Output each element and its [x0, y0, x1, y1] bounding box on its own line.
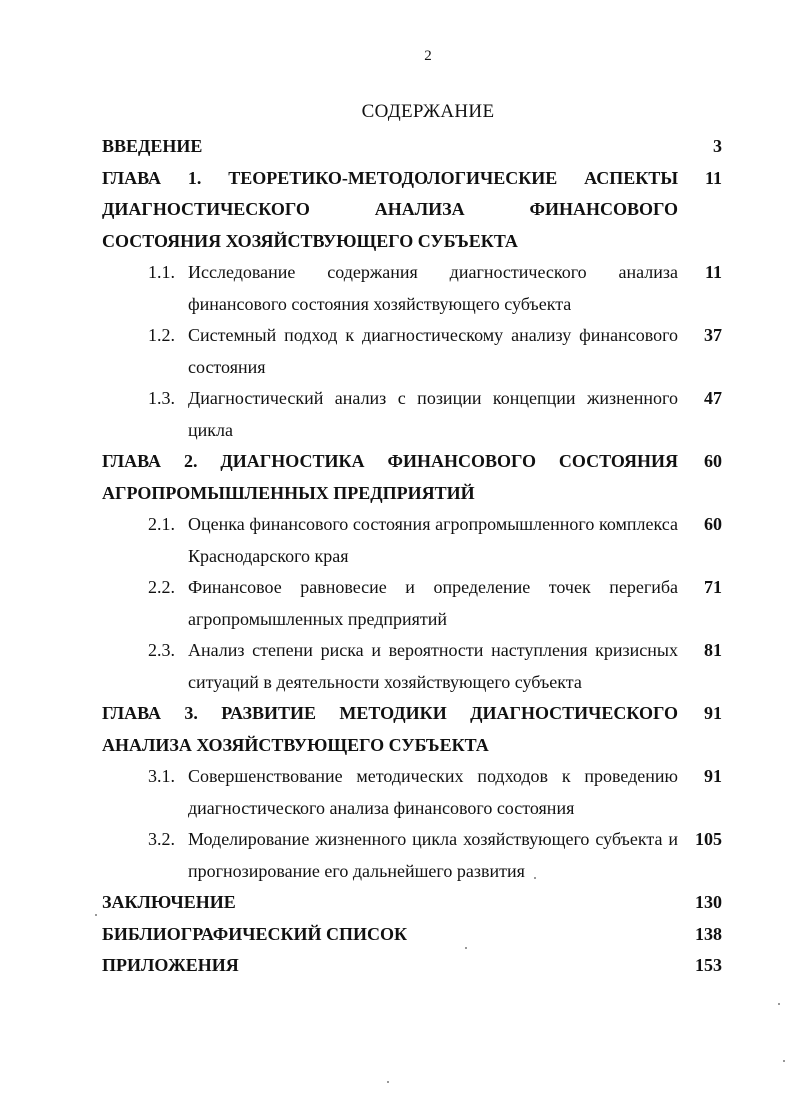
- toc-entry-text: Оценка финансового состояния агропромышленного комплекса Краснодарского края: [188, 514, 678, 566]
- toc-entry-text: Диагностический анализ с позиции концепции жизненного цикла: [188, 388, 678, 440]
- toc-entry-page: 91: [704, 703, 722, 723]
- scan-speck: [783, 1060, 785, 1062]
- toc-entry-appendices: [102, 950, 722, 982]
- toc-entry-conclusion: [102, 887, 722, 919]
- toc-entry-number: 1.2.: [148, 325, 175, 345]
- toc-entry-number: 3.1.: [148, 766, 175, 786]
- toc-entry-page: 105: [695, 829, 722, 849]
- page-number: 2: [424, 48, 432, 64]
- toc-entry-number: 1.1.: [148, 262, 175, 282]
- toc-entry-page: 130: [695, 892, 722, 912]
- scan-speck: [95, 914, 97, 916]
- toc-entry-text: БИБЛИОГРАФИЧЕСКИЙ СПИСОК: [102, 923, 408, 944]
- toc-entry-text: Финансовое равновесие и определение точек перегиба агропромышленных предприятий: [188, 577, 678, 629]
- toc-entry-text: ГЛАВА 3. РАЗВИТИЕ МЕТОДИКИ ДИАГНОСТИЧЕСКОГО АНАЛИЗА ХОЗЯЙСТВУЮЩЕГО СУБЪЕКТА: [102, 703, 678, 755]
- toc-entry-text: Исследование содержания диагностического анализа финансового состояния хозяйствующего субъекта: [188, 262, 678, 314]
- toc-entry-number: 2.2.: [148, 577, 175, 597]
- scan-speck: [778, 1003, 780, 1005]
- toc-entry-number: 3.2.: [148, 829, 175, 849]
- toc-entry-number: 2.1.: [148, 514, 175, 534]
- toc-entry-page: 138: [695, 923, 722, 944]
- toc-entry-page: 91: [704, 766, 722, 786]
- scan-speck: [534, 877, 536, 879]
- toc-entry-section-1-1: [102, 257, 722, 320]
- toc-entry-page: 47: [704, 388, 722, 408]
- toc-entry-section-1-3: [102, 383, 722, 446]
- toc-entry-section-3-2: [102, 824, 722, 887]
- table-of-contents: [102, 131, 722, 982]
- scan-speck: [465, 947, 467, 949]
- toc-entry-page: 11: [704, 167, 722, 188]
- toc-entry-section-3-1: [102, 761, 722, 824]
- toc-entry-section-2-2: [102, 572, 722, 635]
- toc-entry-page: 60: [704, 514, 722, 534]
- toc-entry-page: 11: [704, 262, 722, 282]
- toc-entry-number: 2.3.: [148, 640, 175, 660]
- toc-entry-text: ЗАКЛЮЧЕНИЕ: [102, 892, 236, 912]
- toc-entry-number: 1.3.: [148, 388, 175, 408]
- toc-entry-chapter-3: [102, 698, 722, 761]
- toc-entry-page: 37: [704, 325, 722, 345]
- toc-entry-text: ПРИЛОЖЕНИЯ: [102, 955, 239, 975]
- toc-entry-text: Анализ степени риска и вероятности наступления кризисных ситуаций в деятельности хозяйствующего субъекта: [188, 640, 678, 692]
- toc-entry-text: Системный подход к диагностическому анализу финансового состояния: [188, 325, 678, 377]
- toc-entry-page: 60: [704, 451, 722, 471]
- toc-entry-section-2-1: [102, 509, 722, 572]
- toc-entry-chapter-1: [102, 163, 722, 258]
- toc-entry-text: Совершенствование методических подходов к проведению диагностического анализа финансового состояния: [188, 766, 678, 818]
- toc-entry-section-1-2: [102, 320, 722, 383]
- toc-entry-introduction: [102, 131, 722, 163]
- toc-entry-text: ГЛАВА 1. ТЕОРЕТИКО-МЕТОДОЛОГИЧЕСКИЕ АСПЕКТЫ ДИАГНОСТИЧЕСКОГО АНАЛИЗА ФИНАНСОВОГО СОСТОЯНИЯ ХОЗЯЙСТВУЮЩЕГО СУБЪЕКТА: [102, 167, 678, 251]
- toc-entry-page: 3: [713, 136, 722, 156]
- toc-entry-text: ГЛАВА 2. ДИАГНОСТИКА ФИНАНСОВОГО СОСТОЯНИЯ АГРОПРОМЫШЛЕННЫХ ПРЕДПРИЯТИЙ: [102, 451, 678, 503]
- toc-entry-page: 81: [704, 640, 722, 660]
- toc-entry-page: 153: [695, 955, 722, 975]
- toc-entry-section-2-3: [102, 635, 722, 698]
- toc-entry-text: ВВЕДЕНИЕ: [102, 136, 203, 156]
- toc-entry-chapter-2: [102, 446, 722, 509]
- toc-entry-page: 71: [704, 577, 722, 597]
- toc-entry-text: Моделирование жизненного цикла хозяйствующего субъекта и прогнозирование его дальнейшего развития: [188, 829, 678, 881]
- toc-entry-bibliography: [102, 919, 722, 951]
- scan-speck: [387, 1081, 389, 1083]
- page-title: СОДЕРЖАНИЕ: [361, 101, 495, 122]
